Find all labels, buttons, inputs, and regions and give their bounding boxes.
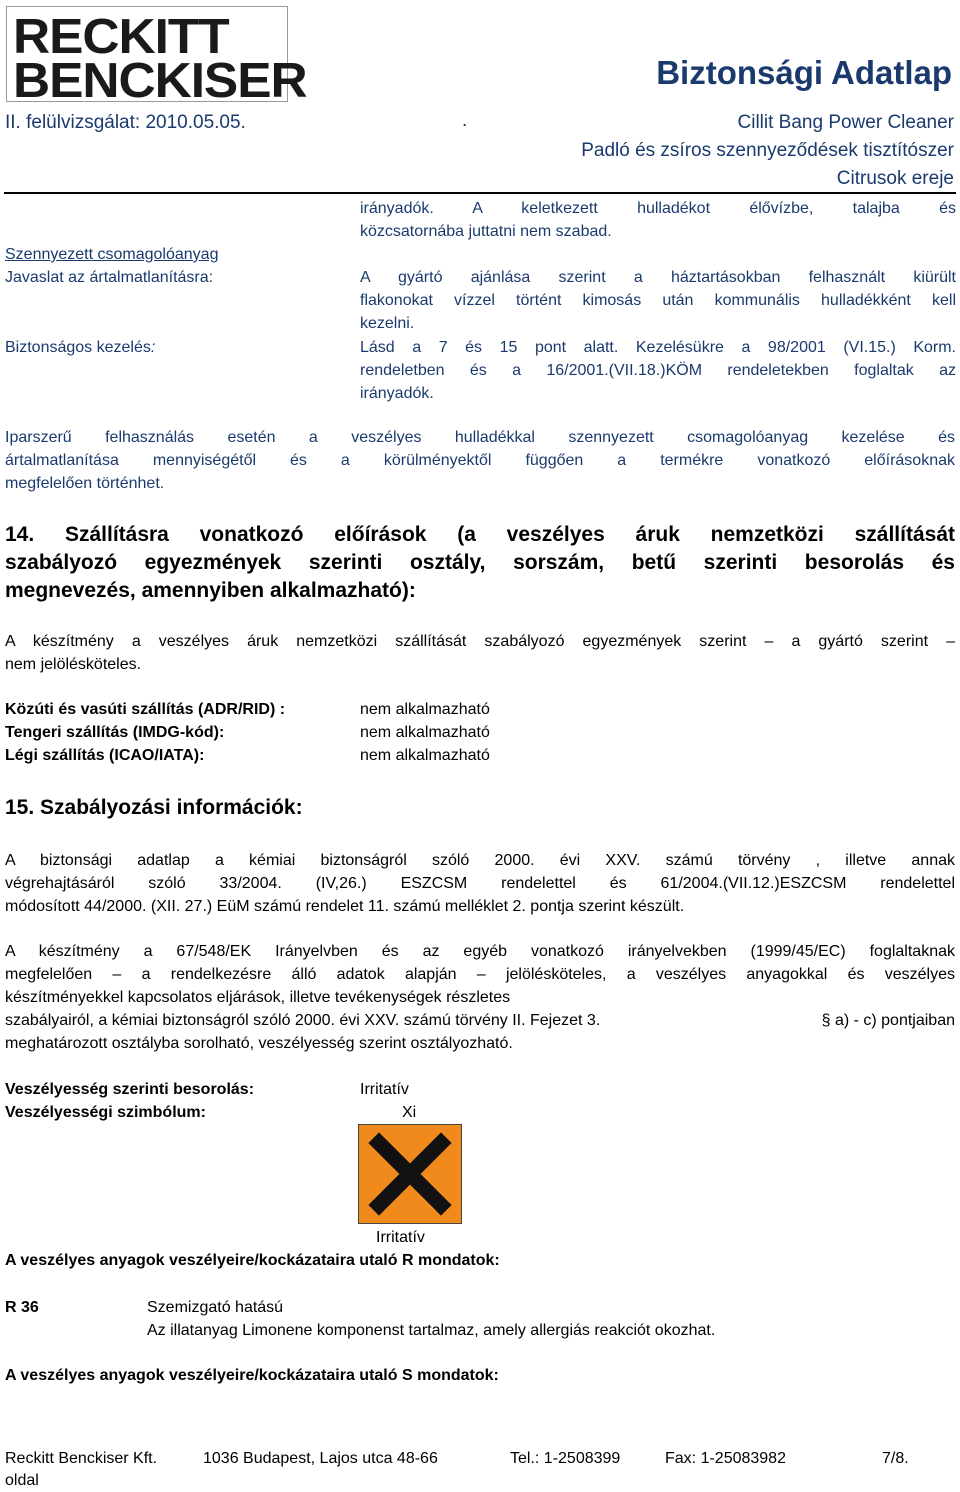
regulatory-p2-line5: meghatározott osztályba sorolható, veszélyesség szerint osztályozható. bbox=[5, 1035, 513, 1052]
hazard-symbol-caption: Irritatív bbox=[376, 1229, 425, 1246]
disposal-intro-line1: irányadók. A keletkezett hulladékot élővízbe, talajba és bbox=[360, 200, 956, 217]
section-15-heading: 15. Szabályozási információk: bbox=[5, 796, 303, 819]
footer-company: Reckitt Benckiser Kft. bbox=[5, 1450, 158, 1467]
regulatory-p1-line1: A biztonsági adatlap a kémiai biztonságról szóló 2000. évi XXV. számú törvény , illetve annak bbox=[5, 852, 955, 869]
regulatory-p2-line4-tail: § a) - c) pontjaiban bbox=[821, 1012, 955, 1029]
document-title: Biztonsági Adatlap bbox=[656, 54, 952, 91]
header-divider bbox=[4, 192, 956, 194]
transport-row-road-rail bbox=[5, 698, 605, 721]
logo-text-line2: BENCKISER bbox=[13, 54, 307, 108]
safe-handling-line3: irányadók. bbox=[360, 385, 434, 402]
r-phrase-text-line2: Az illatanyag Limonene komponenst tartalmaz, amely allergiás reakciót okozhat. bbox=[147, 1322, 716, 1339]
label-contaminated-packaging: Szennyezett csomagolóanyag bbox=[5, 246, 219, 263]
product-variant: Citrusok ereje bbox=[836, 168, 954, 189]
footer-telephone: Tel.: 1-2508399 bbox=[510, 1450, 621, 1467]
transport-table bbox=[5, 698, 605, 767]
transport-intro-line2: nem jelölésköteles. bbox=[5, 656, 142, 673]
logo-text-line1: RECKITT bbox=[13, 10, 229, 64]
disposal-advice-line1: A gyártó ajánlása szerint a háztartásokban felhasznált kiürült bbox=[360, 269, 956, 286]
safe-handling-line1: Lásd a 7 és 15 pont alatt. Kezelésükre a 98/2001 (VI.15.) Korm. bbox=[360, 339, 956, 356]
section-14-heading bbox=[5, 521, 955, 605]
industrial-use-line2: ártalmatlanítása mennyiségétől és a körülményektől függően a termékre vonatkozó előírásoknak bbox=[5, 452, 955, 469]
transport-label-road-rail: Közúti és vasúti szállítás (ADR/RID) : bbox=[5, 701, 286, 718]
hazard-class-label: Veszélyesség szerinti besorolás: bbox=[5, 1081, 255, 1098]
safe-handling-line2: rendeletben és a 16/2001.(VII.18.)KÖM rendeletekben foglaltak az bbox=[360, 362, 956, 379]
xi-cross-graphic bbox=[359, 1125, 461, 1223]
product-name: Cillit Bang Power Cleaner bbox=[737, 112, 954, 133]
regulatory-paragraph-2 bbox=[5, 940, 955, 1055]
disposal-advice-line2: flakonokat vízzel történt kimosás után kommunális hulladékként kell bbox=[360, 292, 956, 309]
hazard-class-value: Irritatív bbox=[360, 1081, 409, 1098]
r-phrase-text-line1: Szemizgató hatású bbox=[147, 1299, 284, 1316]
hazard-classification bbox=[5, 1078, 605, 1124]
regulatory-p1-line3: módosított 44/2000. (XII. 27.) EüM számú rendelet 11. számú melléklet 2. pontja szerint készült. bbox=[5, 898, 685, 915]
transport-intro-line1: A készítmény a veszélyes áruk nemzetközi szállítását szabályozó egyezmények szerint – a gyártó szerint – bbox=[5, 633, 955, 650]
hazard-symbol-label: Veszélyességi szimbólum: bbox=[5, 1104, 206, 1121]
safe-handling-text bbox=[360, 336, 956, 405]
regulatory-p2-line2: megfelelően – a rendelkezésre álló adatok alapján – jelölésköteles, a veszélyes anyagokkal és veszélyes bbox=[5, 966, 955, 983]
footer-page-word: oldal bbox=[5, 1472, 39, 1489]
transport-label-air: Légi szállítás (ICAO/IATA): bbox=[5, 747, 205, 764]
industrial-use-line1: Iparszerű felhasználás esetén a veszélyes hulladékkal szennyezett csomagolóanyag kezelése és bbox=[5, 429, 955, 446]
s-phrases-heading: A veszélyes anyagok veszélyeire/kockázataira utaló S mondatok: bbox=[5, 1367, 499, 1384]
section-14-heading-line2: szabályozó egyezmények szerinti osztály, sorszám, betű szerinti besorolás és bbox=[5, 551, 955, 574]
transport-value-sea: nem alkalmazható bbox=[360, 724, 490, 741]
r-phrase-code: R 36 bbox=[5, 1299, 39, 1316]
revision-date: II. felülvizsgálat: 2010.05.05. bbox=[5, 112, 246, 133]
xi-irritant-cross-icon bbox=[358, 1124, 462, 1224]
header-separator-dot: . bbox=[462, 110, 468, 131]
label-safe-handling-colon: : bbox=[150, 339, 156, 356]
industrial-use-paragraph bbox=[5, 426, 955, 495]
page-footer bbox=[5, 1448, 955, 1492]
transport-intro bbox=[5, 630, 955, 676]
disposal-advice-line3: kezelni. bbox=[360, 315, 415, 332]
regulatory-p2-line1: A készítmény a 67/548/EK Irányelvben és az egyéb vonatkozó irányelvekben (1999/45/EC) foglaltaknak bbox=[5, 943, 955, 960]
industrial-use-line3: megfelelően történhet. bbox=[5, 475, 165, 492]
footer-page-number: 7/8. bbox=[882, 1450, 909, 1467]
r-phrases-heading: A veszélyes anyagok veszélyeire/kockázataira utaló R mondatok: bbox=[5, 1252, 500, 1269]
regulatory-paragraph-1 bbox=[5, 849, 955, 918]
transport-label-sea: Tengeri szállítás (IMDG-kód): bbox=[5, 724, 225, 741]
regulatory-p2-line3: készítményekkel kapcsolatos eljárások, illetve tevékenységek részletes bbox=[5, 989, 511, 1006]
label-disposal-advice: Javaslat az ártalmatlanításra: bbox=[5, 269, 214, 286]
product-description: Padló és zsíros szennyeződések tisztítószer bbox=[581, 140, 954, 161]
r-phrase-text bbox=[147, 1296, 715, 1342]
transport-value-air: nem alkalmazható bbox=[360, 747, 490, 764]
footer-fax: Fax: 1-25083982 bbox=[665, 1450, 786, 1467]
section-14-heading-line1: 14. Szállításra vonatkozó előírások (a veszélyes áruk nemzetközi szállítását bbox=[5, 523, 955, 546]
hazard-symbol-code: Xi bbox=[402, 1104, 417, 1121]
regulatory-p1-line2: végrehajtásáról szóló 33/2004. (IV,26.) ESZCSM rendelettel és 61/2004.(VII.12.)ESZCSM rendelettel bbox=[5, 875, 955, 892]
disposal-advice-text bbox=[360, 266, 956, 335]
company-logo bbox=[6, 6, 307, 108]
regulatory-p2-line4 bbox=[5, 1009, 955, 1032]
label-safe-handling bbox=[5, 336, 155, 359]
transport-value-road-rail: nem alkalmazható bbox=[360, 701, 490, 718]
label-safe-handling-text: Biztonságos kezelés bbox=[5, 339, 151, 356]
disposal-intro-block bbox=[360, 197, 956, 243]
transport-row-air bbox=[5, 744, 605, 767]
section-14-heading-line3: megnevezés, amennyiben alkalmazható): bbox=[5, 579, 416, 602]
transport-row-sea bbox=[5, 721, 605, 744]
footer-address: 1036 Budapest, Lajos utca 48-66 bbox=[203, 1450, 438, 1467]
disposal-intro-line2: közcsatornába juttatni nem szabad. bbox=[360, 223, 612, 240]
regulatory-p2-line4-main: szabályairól, a kémiai biztonságról szóló 2000. évi XXV. számú törvény II. Fejezet 3. bbox=[5, 1012, 601, 1029]
